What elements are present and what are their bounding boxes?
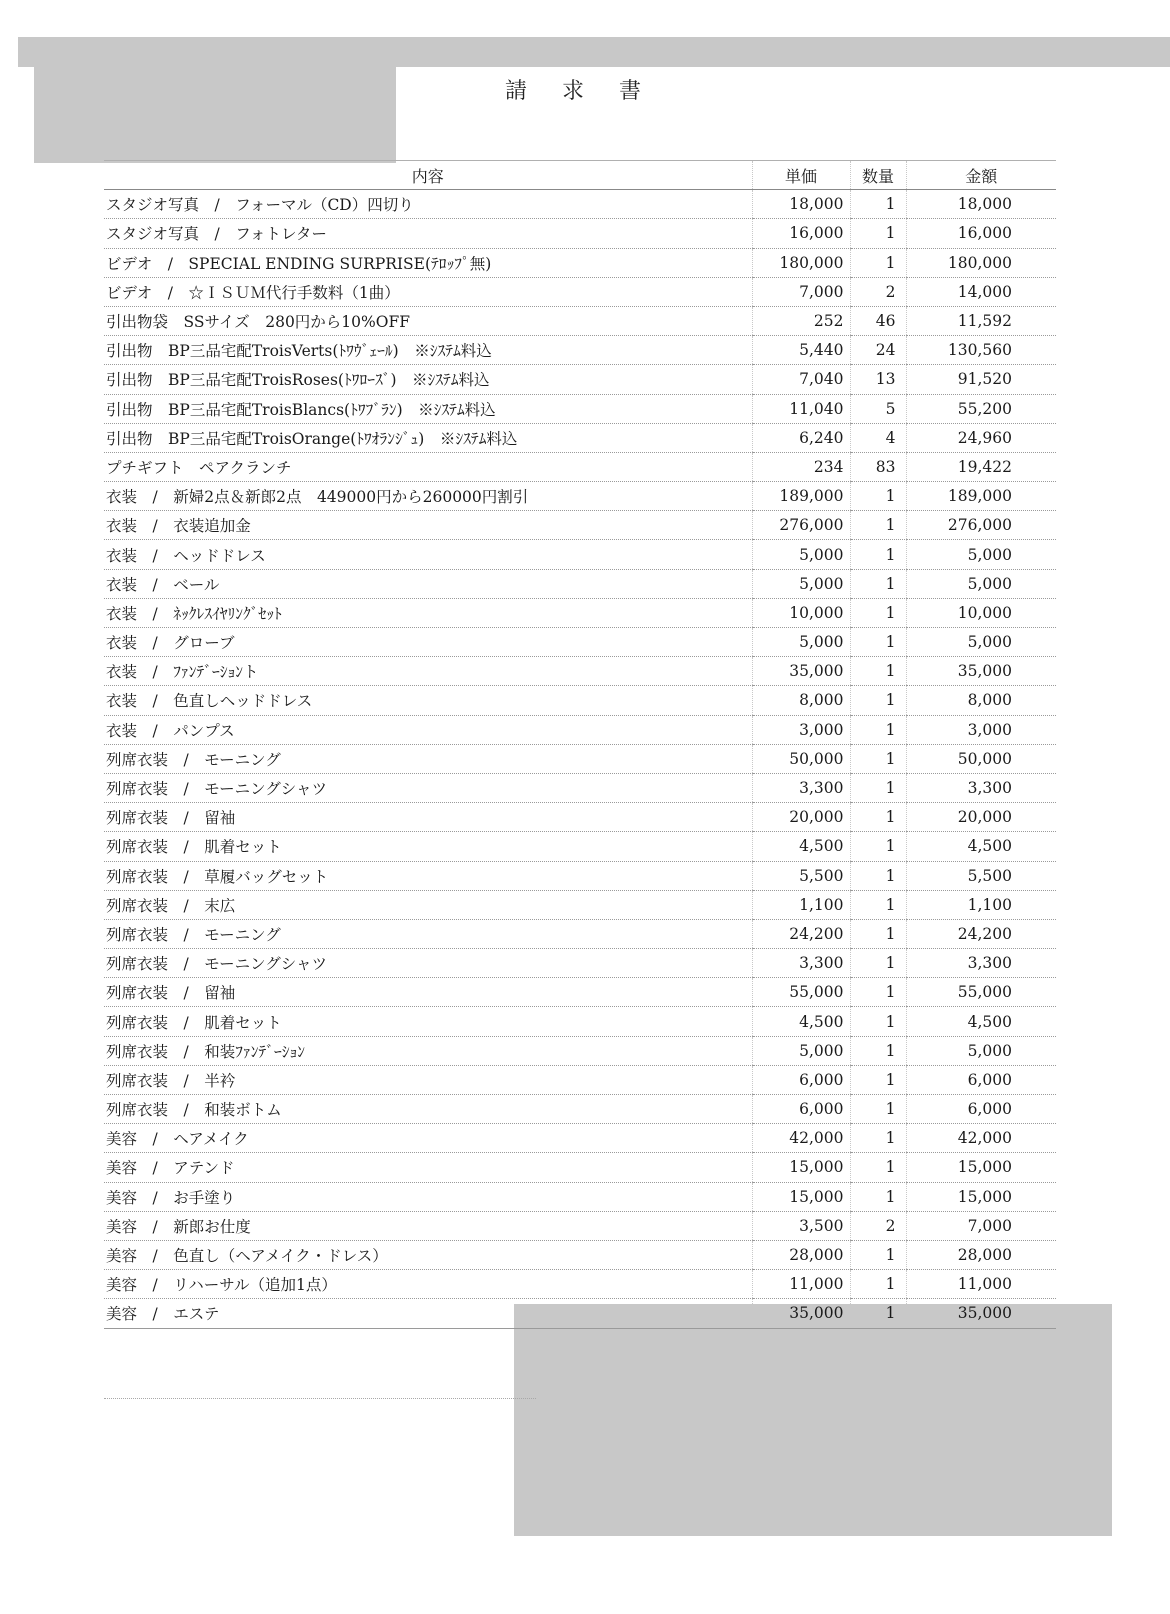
row-unit-price: 5,500: [752, 861, 850, 890]
row-quantity: 1: [850, 890, 906, 919]
row-quantity: 13: [850, 365, 906, 394]
row-unit-price: 180,000: [752, 248, 850, 277]
table-row: [104, 598, 1056, 627]
row-description: 列席衣装 / モーニングシャツ: [104, 949, 752, 978]
row-description: 衣装 / ヘッドドレス: [104, 540, 752, 569]
table-row: [104, 511, 1056, 540]
row-quantity: 1: [850, 1270, 906, 1299]
row-description: 列席衣装 / 和装ﾌｧﾝﾃﾞｰｼｮﾝ: [104, 1036, 752, 1065]
table-row: [104, 1095, 1056, 1124]
row-description: 列席衣装 / 肌着セット: [104, 1007, 752, 1036]
table-row: [104, 1036, 1056, 1065]
table-row: [104, 890, 1056, 919]
row-unit-price: 8,000: [752, 686, 850, 715]
row-description: 衣装 / ﾌｧﾝﾃﾞｰｼｮﾝト: [104, 657, 752, 686]
table-row: [104, 365, 1056, 394]
row-amount: 55,000: [906, 978, 1056, 1007]
table-row: [104, 336, 1056, 365]
document-title: 請 求 書: [505, 79, 655, 104]
row-unit-price: 7,000: [752, 277, 850, 306]
row-amount: 28,000: [906, 1240, 1056, 1269]
row-description: 引出物 BP三品宅配TroisVerts(ﾄﾜｳﾞｪｰﾙ) ※ｼｽﾃﾑ料込: [104, 336, 752, 365]
row-quantity: 1: [850, 803, 906, 832]
row-description: ビデオ / SPECIAL ENDING SURPRISE(ﾃﾛｯﾌﾟ無): [104, 248, 752, 277]
redacted-header-band: [18, 37, 1170, 67]
row-description: 衣装 / 新婦2点＆新郎2点 449000円から260000円割引: [104, 482, 752, 511]
row-quantity: 1: [850, 1007, 906, 1036]
row-amount: 18,000: [906, 190, 1056, 219]
table-header-row: [104, 161, 1056, 190]
table-row: [104, 1007, 1056, 1036]
table-row: [104, 861, 1056, 890]
row-amount: 6,000: [906, 1095, 1056, 1124]
table-row: [104, 569, 1056, 598]
table-row: [104, 657, 1056, 686]
row-unit-price: 5,000: [752, 540, 850, 569]
row-amount: 24,200: [906, 919, 1056, 948]
table-row: [104, 277, 1056, 306]
row-quantity: 1: [850, 1240, 906, 1269]
row-amount: 180,000: [906, 248, 1056, 277]
table-row: [104, 715, 1056, 744]
row-description: 列席衣装 / 留袖: [104, 978, 752, 1007]
row-quantity: 2: [850, 277, 906, 306]
row-unit-price: 15,000: [752, 1153, 850, 1182]
table-row: [104, 306, 1056, 335]
table-row: [104, 1182, 1056, 1211]
table-row: [104, 978, 1056, 1007]
row-description: 列席衣装 / モーニングシャツ: [104, 773, 752, 802]
row-description: 引出物 BP三品宅配TroisOrange(ﾄﾜｵﾗﾝｼﾞｭ) ※ｼｽﾃﾑ料込: [104, 423, 752, 452]
row-amount: 5,500: [906, 861, 1056, 890]
row-amount: 189,000: [906, 482, 1056, 511]
row-quantity: 1: [850, 919, 906, 948]
table-row: [104, 394, 1056, 423]
row-unit-price: 42,000: [752, 1124, 850, 1153]
invoice-table: [104, 160, 1056, 1329]
row-amount: 276,000: [906, 511, 1056, 540]
row-unit-price: 35,000: [752, 1299, 850, 1328]
table-row: [104, 773, 1056, 802]
row-description: 列席衣装 / モーニング: [104, 919, 752, 948]
row-quantity: 1: [850, 744, 906, 773]
row-quantity: 1: [850, 598, 906, 627]
row-quantity: 1: [850, 248, 906, 277]
row-description: 衣装 / ベール: [104, 569, 752, 598]
row-unit-price: 35,000: [752, 657, 850, 686]
row-description: 衣装 / 衣装追加金: [104, 511, 752, 540]
row-unit-price: 3,300: [752, 773, 850, 802]
row-description: ビデオ / ☆ＩＳＵＭ代行手数料（1曲）: [104, 277, 752, 306]
row-quantity: 1: [850, 1036, 906, 1065]
row-unit-price: 18,000: [752, 190, 850, 219]
row-description: 列席衣装 / モーニング: [104, 744, 752, 773]
row-unit-price: 6,240: [752, 423, 850, 452]
row-description: 美容 / エステ: [104, 1299, 752, 1328]
row-quantity: 1: [850, 715, 906, 744]
row-quantity: 1: [850, 482, 906, 511]
table-row: [104, 190, 1056, 219]
row-description: 引出物袋 SSサイズ 280円から10%OFF: [104, 306, 752, 335]
row-quantity: 1: [850, 1095, 906, 1124]
row-unit-price: 6,000: [752, 1095, 850, 1124]
row-quantity: 1: [850, 540, 906, 569]
row-quantity: 1: [850, 511, 906, 540]
row-amount: 14,000: [906, 277, 1056, 306]
row-unit-price: 3,500: [752, 1211, 850, 1240]
row-amount: 3,300: [906, 949, 1056, 978]
table-row: [104, 1270, 1056, 1299]
table-row: [104, 248, 1056, 277]
row-amount: 130,560: [906, 336, 1056, 365]
row-amount: 6,000: [906, 1065, 1056, 1094]
table-row: [104, 1065, 1056, 1094]
row-unit-price: 276,000: [752, 511, 850, 540]
row-unit-price: 7,040: [752, 365, 850, 394]
row-quantity: 24: [850, 336, 906, 365]
header-description: 内容: [104, 161, 752, 190]
row-unit-price: 5,000: [752, 1036, 850, 1065]
table-row: [104, 744, 1056, 773]
row-unit-price: 234: [752, 452, 850, 481]
row-description: 列席衣装 / 末広: [104, 890, 752, 919]
row-quantity: 1: [850, 219, 906, 248]
row-quantity: 5: [850, 394, 906, 423]
row-description: スタジオ写真 / フォトレター: [104, 219, 752, 248]
row-amount: 24,960: [906, 423, 1056, 452]
row-amount: 5,000: [906, 540, 1056, 569]
row-quantity: 1: [850, 1299, 906, 1328]
signature-dotted-line: [104, 1398, 536, 1399]
table-row: [104, 423, 1056, 452]
table-row: [104, 628, 1056, 657]
row-description: 衣装 / ﾈｯｸﾚｽｲﾔﾘﾝｸﾞｾｯﾄ: [104, 598, 752, 627]
row-amount: 91,520: [906, 365, 1056, 394]
row-amount: 4,500: [906, 832, 1056, 861]
row-description: 列席衣装 / 草履バッグセット: [104, 861, 752, 890]
row-quantity: 1: [850, 832, 906, 861]
row-unit-price: 252: [752, 306, 850, 335]
row-unit-price: 16,000: [752, 219, 850, 248]
row-quantity: 1: [850, 773, 906, 802]
row-unit-price: 20,000: [752, 803, 850, 832]
row-amount: 50,000: [906, 744, 1056, 773]
row-unit-price: 11,000: [752, 1270, 850, 1299]
row-unit-price: 24,200: [752, 919, 850, 948]
row-amount: 5,000: [906, 628, 1056, 657]
row-quantity: 1: [850, 1124, 906, 1153]
row-unit-price: 1,100: [752, 890, 850, 919]
row-quantity: 2: [850, 1211, 906, 1240]
row-quantity: 1: [850, 657, 906, 686]
row-amount: 3,000: [906, 715, 1056, 744]
row-unit-price: 3,300: [752, 949, 850, 978]
row-amount: 5,000: [906, 1036, 1056, 1065]
row-description: 衣装 / 色直しヘッドドレス: [104, 686, 752, 715]
row-amount: 19,422: [906, 452, 1056, 481]
row-amount: 8,000: [906, 686, 1056, 715]
row-unit-price: 11,040: [752, 394, 850, 423]
row-quantity: 1: [850, 978, 906, 1007]
table-row: [104, 540, 1056, 569]
row-description: 美容 / お手塗り: [104, 1182, 752, 1211]
row-amount: 3,300: [906, 773, 1056, 802]
row-description: 美容 / アテンド: [104, 1153, 752, 1182]
row-amount: 10,000: [906, 598, 1056, 627]
row-unit-price: 10,000: [752, 598, 850, 627]
row-amount: 35,000: [906, 1299, 1056, 1328]
row-unit-price: 50,000: [752, 744, 850, 773]
row-quantity: 1: [850, 1182, 906, 1211]
row-description: 列席衣装 / 肌着セット: [104, 832, 752, 861]
row-quantity: 1: [850, 1065, 906, 1094]
table-row: [104, 1240, 1056, 1269]
row-quantity: 46: [850, 306, 906, 335]
row-unit-price: 15,000: [752, 1182, 850, 1211]
row-description: 引出物 BP三品宅配TroisBlancs(ﾄﾜﾌﾞﾗﾝ) ※ｼｽﾃﾑ料込: [104, 394, 752, 423]
row-quantity: 1: [850, 949, 906, 978]
row-description: 美容 / リハーサル（追加1点）: [104, 1270, 752, 1299]
row-unit-price: 5,000: [752, 628, 850, 657]
row-description: プチギフト ペアクランチ: [104, 452, 752, 481]
row-amount: 35,000: [906, 657, 1056, 686]
row-quantity: 4: [850, 423, 906, 452]
row-quantity: 1: [850, 190, 906, 219]
table-row: [104, 482, 1056, 511]
table-row: [104, 919, 1056, 948]
row-description: 美容 / 色直し（ヘアメイク・ドレス）: [104, 1240, 752, 1269]
header-amount: 金額: [906, 161, 1056, 190]
row-unit-price: 6,000: [752, 1065, 850, 1094]
row-unit-price: 3,000: [752, 715, 850, 744]
header-quantity: 数量: [850, 161, 906, 190]
table-row: [104, 832, 1056, 861]
row-unit-price: 189,000: [752, 482, 850, 511]
row-quantity: 83: [850, 452, 906, 481]
row-unit-price: 5,440: [752, 336, 850, 365]
table-row: [104, 1124, 1056, 1153]
row-description: 衣装 / パンプス: [104, 715, 752, 744]
table-row: [104, 1153, 1056, 1182]
row-amount: 15,000: [906, 1182, 1056, 1211]
row-quantity: 1: [850, 1153, 906, 1182]
row-amount: 11,000: [906, 1270, 1056, 1299]
row-unit-price: 5,000: [752, 569, 850, 598]
row-amount: 55,200: [906, 394, 1056, 423]
table-row: [104, 1299, 1056, 1328]
row-quantity: 1: [850, 686, 906, 715]
row-unit-price: 4,500: [752, 1007, 850, 1036]
row-unit-price: 28,000: [752, 1240, 850, 1269]
row-amount: 7,000: [906, 1211, 1056, 1240]
row-description: 列席衣装 / 半衿: [104, 1065, 752, 1094]
table-row: [104, 219, 1056, 248]
table-row: [104, 686, 1056, 715]
row-amount: 15,000: [906, 1153, 1056, 1182]
row-amount: 42,000: [906, 1124, 1056, 1153]
row-amount: 1,100: [906, 890, 1056, 919]
row-amount: 20,000: [906, 803, 1056, 832]
table-row: [104, 452, 1056, 481]
row-quantity: 1: [850, 569, 906, 598]
row-quantity: 1: [850, 628, 906, 657]
row-description: 衣装 / グローブ: [104, 628, 752, 657]
row-unit-price: 55,000: [752, 978, 850, 1007]
row-description: スタジオ写真 / フォーマル（CD）四切り: [104, 190, 752, 219]
row-amount: 5,000: [906, 569, 1056, 598]
row-description: 列席衣装 / 和装ボトム: [104, 1095, 752, 1124]
row-description: 美容 / 新郎お仕度: [104, 1211, 752, 1240]
row-description: 列席衣装 / 留袖: [104, 803, 752, 832]
table-row: [104, 803, 1056, 832]
row-amount: 11,592: [906, 306, 1056, 335]
row-description: 美容 / ヘアメイク: [104, 1124, 752, 1153]
row-amount: 16,000: [906, 219, 1056, 248]
redacted-totals-block: [514, 1304, 1112, 1536]
row-unit-price: 4,500: [752, 832, 850, 861]
row-description: 引出物 BP三品宅配TroisRoses(ﾄﾜﾛｰｽﾞ) ※ｼｽﾃﾑ料込: [104, 365, 752, 394]
table-row: [104, 949, 1056, 978]
table-row: [104, 1211, 1056, 1240]
header-unit-price: 単価: [752, 161, 850, 190]
redacted-recipient-block: [34, 67, 396, 163]
row-amount: 4,500: [906, 1007, 1056, 1036]
row-quantity: 1: [850, 861, 906, 890]
